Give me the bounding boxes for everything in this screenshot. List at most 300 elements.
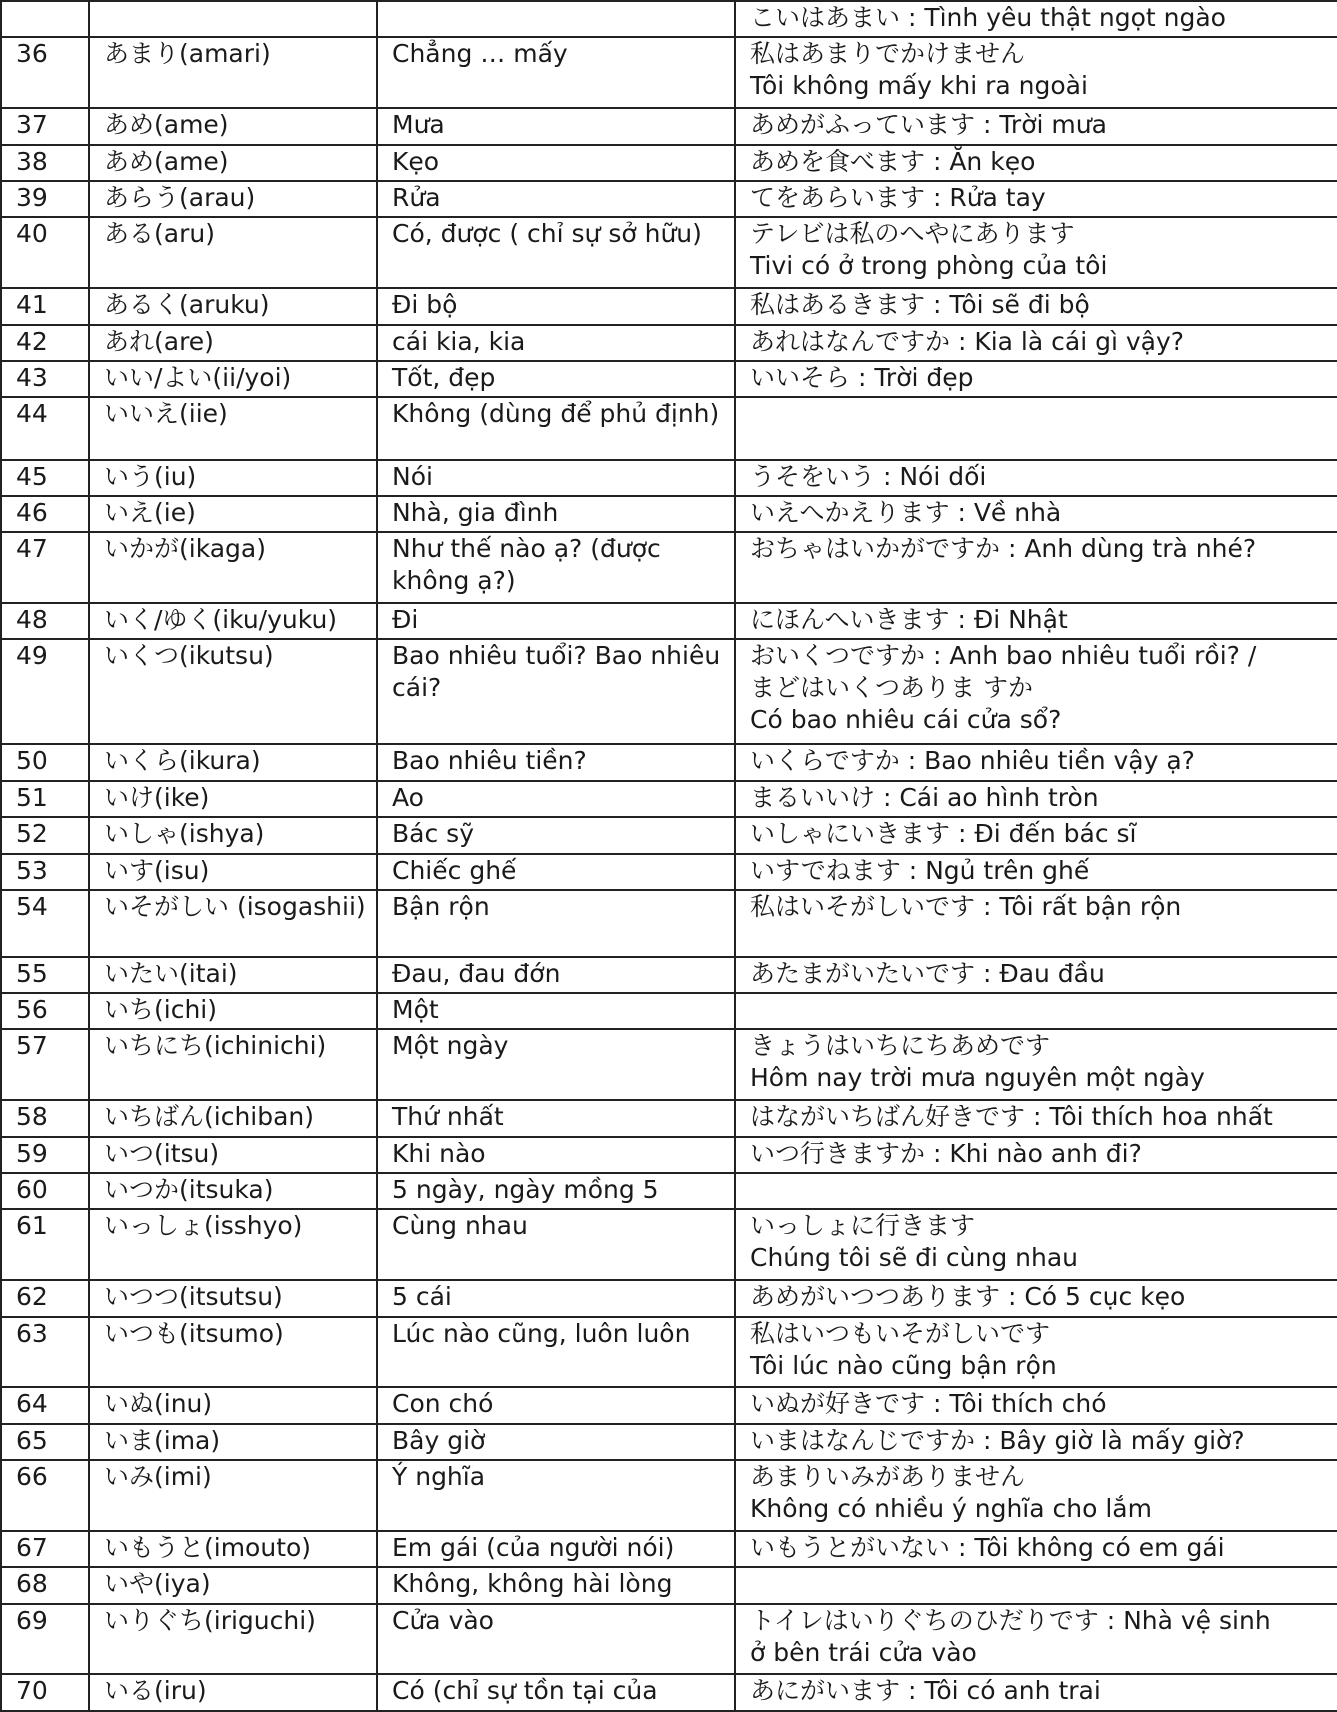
- vocab-word-cell: [89, 496, 377, 532]
- example-cell: [735, 1531, 1337, 1567]
- meaning-text: 5 ngày, ngày mồng 5: [392, 1174, 659, 1204]
- vocab-word: いちにち(ichinichi): [104, 1031, 327, 1061]
- meaning-text: Mưa: [392, 110, 445, 140]
- meaning-text: Bây giờ: [392, 1425, 486, 1455]
- meaning-cell: [377, 1209, 735, 1280]
- vocab-word: あめ(ame): [104, 110, 229, 140]
- vocab-word-cell: [89, 890, 377, 956]
- example-line: きょうはいちにちあめです: [750, 1031, 1051, 1061]
- row-number-cell: [1, 1100, 89, 1136]
- example-cell: [735, 217, 1337, 288]
- row-number-cell: [1, 1029, 89, 1100]
- vocabulary-table-body: [1, 1, 1337, 1711]
- meaning-cell: [377, 1280, 735, 1316]
- meaning-text: Bao nhiêu tuổi? Bao nhiêu cái?: [392, 641, 721, 703]
- example-cell: [735, 1280, 1337, 1316]
- table-row: [1, 532, 1337, 603]
- example-cell: [735, 1387, 1337, 1423]
- example-line: ở bên trái cửa vào: [750, 1637, 977, 1667]
- example-cell: [735, 1029, 1337, 1100]
- meaning-cell: [377, 532, 735, 603]
- example-line: Chúng tôi sẽ đi cùng nhau: [750, 1243, 1079, 1273]
- vocab-word-cell: [89, 1531, 377, 1567]
- table-row: [1, 1, 1337, 37]
- vocab-word-cell: [89, 1209, 377, 1280]
- meaning-text: Ý nghĩa: [392, 1462, 486, 1492]
- table-row: [1, 1424, 1337, 1460]
- table-row: [1, 460, 1337, 496]
- table-row: [1, 890, 1337, 956]
- meaning-cell: [377, 325, 735, 361]
- meaning-text: Có, được ( chỉ sự sở hữu): [392, 219, 702, 249]
- example-line: いいそら : Trời đẹp: [750, 362, 974, 392]
- table-row: [1, 397, 1337, 459]
- example-cell: [735, 1424, 1337, 1460]
- meaning-text: Bao nhiêu tiền?: [392, 746, 587, 776]
- example-line: うそをいう : Nói dối: [750, 461, 987, 491]
- meaning-cell: [377, 288, 735, 324]
- row-number-cell: [1, 1, 89, 37]
- meaning-cell: [377, 1137, 735, 1173]
- meaning-cell: [377, 890, 735, 956]
- row-number-cell: [1, 1387, 89, 1423]
- row-number: 66: [16, 1462, 48, 1492]
- vocab-word: いい/よい(ii/yoi): [104, 362, 292, 392]
- vocab-word-cell: [89, 1424, 377, 1460]
- meaning-text: Em gái (của người nói): [392, 1532, 675, 1562]
- example-cell: [735, 603, 1337, 639]
- meaning-cell: [377, 603, 735, 639]
- meaning-cell: [377, 1173, 735, 1209]
- meaning-text: Bác sỹ: [392, 819, 474, 849]
- vocab-word: いたい(itai): [104, 958, 238, 988]
- vocab-word-cell: [89, 1674, 377, 1711]
- meaning-cell: [377, 217, 735, 288]
- table-row: [1, 1100, 1337, 1136]
- table-row: [1, 1029, 1337, 1100]
- meaning-text: Bận rộn: [392, 892, 490, 922]
- example-line: 私はいつもいそがしいです: [750, 1318, 1051, 1348]
- row-number-cell: [1, 361, 89, 397]
- example-line: いぬが好きです : Tôi thích chó: [750, 1389, 1107, 1419]
- vocab-word: いえ(ie): [104, 497, 196, 527]
- row-number: 47: [16, 534, 48, 564]
- row-number: 56: [16, 995, 48, 1024]
- vocab-word-cell: [89, 1317, 377, 1388]
- meaning-cell: [377, 1, 735, 37]
- row-number: 42: [16, 326, 48, 356]
- vocab-word: いみ(imi): [104, 1462, 212, 1492]
- vocab-word-cell: [89, 744, 377, 780]
- example-cell: [735, 1137, 1337, 1173]
- row-number-cell: [1, 890, 89, 956]
- table-row: [1, 1460, 1337, 1531]
- example-line: おいくつですか : Anh bao nhiêu tuổi rồi? /: [750, 641, 1257, 671]
- meaning-text: Không (dùng để phủ định): [392, 399, 720, 429]
- example-line: あめがいつつあります : Có 5 cục kẹo: [750, 1282, 1186, 1312]
- row-number-cell: [1, 397, 89, 459]
- vocab-word: あらう(arau): [104, 182, 256, 212]
- example-line: あめがふっています : Trời mưa: [750, 110, 1107, 140]
- row-number-cell: [1, 1424, 89, 1460]
- example-cell: [735, 496, 1337, 532]
- meaning-cell: [377, 744, 735, 780]
- meaning-text: Rửa: [392, 182, 441, 212]
- meaning-cell: [377, 361, 735, 397]
- table-row: [1, 957, 1337, 993]
- example-line: 私はいそがしいです : Tôi rất bận rộn: [750, 892, 1182, 922]
- table-row: [1, 1317, 1337, 1388]
- meaning-cell: [377, 1100, 735, 1136]
- meaning-cell: [377, 1029, 735, 1100]
- row-number-cell: [1, 217, 89, 288]
- row-number: 53: [16, 855, 48, 885]
- example-line: あにがいます : Tôi có anh trai: [750, 1676, 1101, 1706]
- row-number-cell: [1, 817, 89, 853]
- row-number: 49: [16, 641, 48, 671]
- example-line: いもうとがいない : Tôi không có em gái: [750, 1532, 1225, 1562]
- example-line: あまりいみがありません: [750, 1462, 1026, 1492]
- row-number-cell: [1, 1460, 89, 1531]
- example-line: 私はあるきます : Tôi sẽ đi bộ: [750, 290, 1090, 320]
- row-number: 37: [16, 110, 48, 140]
- row-number: 61: [16, 1211, 48, 1241]
- vocab-word-cell: [89, 145, 377, 181]
- vocab-word-cell: [89, 957, 377, 993]
- row-number-cell: [1, 532, 89, 603]
- meaning-text: Có (chỉ sự tồn tại của: [392, 1676, 658, 1706]
- vocab-word: あめ(ame): [104, 146, 229, 176]
- meaning-cell: [377, 993, 735, 1029]
- meaning-cell: [377, 1460, 735, 1531]
- meaning-cell: [377, 639, 735, 744]
- vocab-word-cell: [89, 1460, 377, 1531]
- example-line: あめを食べます : Ăn kẹo: [750, 146, 1036, 176]
- example-line: テレビは私のへやにあります: [750, 219, 1075, 249]
- row-number: 62: [16, 1282, 48, 1312]
- meaning-cell: [377, 781, 735, 817]
- example-line: まどはいくつありま すか: [750, 673, 1033, 703]
- meaning-text: Như thế nào ạ? (được không ạ?): [392, 534, 661, 596]
- example-cell: [735, 288, 1337, 324]
- meaning-text: Thứ nhất: [392, 1102, 504, 1132]
- row-number: 41: [16, 290, 48, 320]
- row-number: 45: [16, 461, 48, 491]
- example-cell: [735, 1604, 1337, 1675]
- meaning-cell: [377, 1674, 735, 1711]
- vocab-word-cell: [89, 639, 377, 744]
- row-number-cell: [1, 603, 89, 639]
- vocab-word-cell: [89, 817, 377, 853]
- meaning-cell: [377, 496, 735, 532]
- table-row: [1, 1604, 1337, 1675]
- row-number-cell: [1, 1674, 89, 1711]
- row-number: 40: [16, 219, 48, 249]
- meaning-cell: [377, 957, 735, 993]
- vocab-word: ある(aru): [104, 219, 215, 249]
- row-number-cell: [1, 1531, 89, 1567]
- table-row: [1, 1567, 1337, 1603]
- example-cell: [735, 639, 1337, 744]
- example-line: 私はあまりでかけません: [750, 39, 1026, 69]
- meaning-text: Nhà, gia đình: [392, 497, 559, 527]
- table-row: [1, 1173, 1337, 1209]
- example-cell: [735, 397, 1337, 459]
- example-line: いまはなんじですか : Bây giờ là mấy giờ?: [750, 1425, 1245, 1455]
- vocab-word-cell: [89, 361, 377, 397]
- row-number: 48: [16, 605, 48, 635]
- meaning-text: Một ngày: [392, 1031, 509, 1061]
- example-line: にほんへいきます : Đi Nhật: [750, 605, 1068, 635]
- vocab-word: いくつ(ikutsu): [104, 641, 274, 671]
- table-row: [1, 781, 1337, 817]
- row-number: 43: [16, 362, 48, 392]
- row-number: 65: [16, 1425, 48, 1455]
- meaning-text: Lúc nào cũng, luôn luôn: [392, 1318, 691, 1348]
- row-number-cell: [1, 1317, 89, 1388]
- vocab-word-cell: [89, 1, 377, 37]
- meaning-text: Không, không hài lòng: [392, 1569, 673, 1599]
- row-number: 50: [16, 746, 48, 776]
- row-number-cell: [1, 288, 89, 324]
- meaning-cell: [377, 1531, 735, 1567]
- row-number-cell: [1, 993, 89, 1029]
- row-number: 39: [16, 182, 48, 212]
- example-line: あたまがいたいです : Đau đầu: [750, 958, 1105, 988]
- vocab-word-cell: [89, 217, 377, 288]
- table-row: [1, 37, 1337, 108]
- example-cell: [735, 361, 1337, 397]
- vocab-word: いく/ゆく(iku/yuku): [104, 605, 338, 635]
- row-number-cell: [1, 744, 89, 780]
- meaning-cell: [377, 1424, 735, 1460]
- row-number-cell: [1, 854, 89, 890]
- vocab-word: いちばん(ichiban): [104, 1102, 315, 1132]
- table-row: [1, 108, 1337, 144]
- row-number-cell: [1, 1173, 89, 1209]
- vocab-word-cell: [89, 1604, 377, 1675]
- row-number: 63: [16, 1318, 48, 1348]
- row-number: 64: [16, 1389, 48, 1419]
- meaning-cell: [377, 1387, 735, 1423]
- meaning-cell: [377, 397, 735, 459]
- vocab-word: いくら(ikura): [104, 746, 261, 776]
- table-row: [1, 1280, 1337, 1316]
- example-cell: [735, 1460, 1337, 1531]
- row-number: 57: [16, 1031, 48, 1061]
- table-row: [1, 217, 1337, 288]
- vocab-word: いっしょ(isshyo): [104, 1211, 303, 1241]
- example-cell: [735, 1567, 1337, 1603]
- row-number-cell: [1, 325, 89, 361]
- row-number: 55: [16, 958, 48, 988]
- row-number-cell: [1, 1209, 89, 1280]
- row-number-cell: [1, 460, 89, 496]
- meaning-text: Đau, đau đớn: [392, 958, 561, 988]
- meaning-text: Con chó: [392, 1389, 494, 1419]
- vocab-word: いそがしい (isogashii): [104, 892, 366, 922]
- example-cell: [735, 957, 1337, 993]
- vocab-word: いぬ(inu): [104, 1389, 213, 1419]
- row-number: 52: [16, 819, 48, 849]
- example-line: Không có nhiều ý nghĩa cho lắm: [750, 1494, 1152, 1524]
- meaning-text: Tốt, đẹp: [392, 362, 496, 392]
- vocab-word-cell: [89, 1387, 377, 1423]
- row-number-cell: [1, 181, 89, 217]
- example-cell: [735, 1317, 1337, 1388]
- table-row: [1, 993, 1337, 1029]
- row-number-cell: [1, 1567, 89, 1603]
- vocab-word: いいえ(iie): [104, 399, 228, 429]
- row-number-cell: [1, 108, 89, 144]
- meaning-text: Chiếc ghế: [392, 855, 517, 885]
- row-number: 46: [16, 497, 48, 527]
- vocab-word-cell: [89, 1137, 377, 1173]
- vocab-word-cell: [89, 1029, 377, 1100]
- vocab-word-cell: [89, 37, 377, 108]
- meaning-cell: [377, 1604, 735, 1675]
- example-line: いしゃにいきます : Đi đến bác sĩ: [750, 819, 1137, 849]
- example-line: いくらですか : Bao nhiêu tiền vậy ạ?: [750, 746, 1195, 776]
- example-cell: [735, 817, 1337, 853]
- table-row: [1, 325, 1337, 361]
- example-line: いすでねます : Ngủ trên ghế: [750, 855, 1090, 885]
- vocab-word: いつ(itsu): [104, 1138, 220, 1168]
- meaning-text: Cùng nhau: [392, 1211, 528, 1241]
- meaning-text: Khi nào: [392, 1138, 486, 1168]
- row-number: 68: [16, 1569, 48, 1599]
- row-number: 38: [16, 146, 48, 176]
- example-cell: [735, 781, 1337, 817]
- example-cell: [735, 1100, 1337, 1136]
- meaning-cell: [377, 854, 735, 890]
- example-cell: [735, 744, 1337, 780]
- meaning-cell: [377, 37, 735, 108]
- row-number: 69: [16, 1605, 48, 1635]
- row-number-cell: [1, 145, 89, 181]
- example-cell: [735, 993, 1337, 1029]
- example-cell: [735, 1, 1337, 37]
- row-number: 44: [16, 399, 48, 429]
- table-row: [1, 1137, 1337, 1173]
- table-row: [1, 1674, 1337, 1711]
- meaning-cell: [377, 817, 735, 853]
- meaning-cell: [377, 108, 735, 144]
- vocab-word-cell: [89, 993, 377, 1029]
- example-cell: [735, 181, 1337, 217]
- example-line: Tivi có ở trong phòng của tôi: [750, 251, 1108, 281]
- example-line: はながいちばん好きです : Tôi thích hoa nhất: [750, 1102, 1273, 1132]
- example-cell: [735, 108, 1337, 144]
- vocab-word-cell: [89, 288, 377, 324]
- example-line: いえへかえります : Về nhà: [750, 497, 1062, 527]
- table-row: [1, 1209, 1337, 1280]
- example-line: Hôm nay trời mưa nguyên một ngày: [750, 1063, 1205, 1093]
- example-line: こいはあまい : Tình yêu thật ngọt ngào: [750, 3, 1226, 32]
- table-row: [1, 288, 1337, 324]
- table-row: [1, 1531, 1337, 1567]
- vocab-word: あまり(amari): [104, 39, 271, 69]
- example-cell: [735, 460, 1337, 496]
- meaning-cell: [377, 145, 735, 181]
- vocab-word-cell: [89, 181, 377, 217]
- table-row: [1, 817, 1337, 853]
- example-cell: [735, 1173, 1337, 1209]
- vocab-word: いつか(itsuka): [104, 1174, 274, 1204]
- vocab-word-cell: [89, 532, 377, 603]
- vocab-word-cell: [89, 1567, 377, 1603]
- vocab-word: いち(ichi): [104, 995, 217, 1024]
- table-row: [1, 361, 1337, 397]
- vocab-word: いりぐち(iriguchi): [104, 1605, 316, 1635]
- vocab-word-cell: [89, 603, 377, 639]
- vocab-word-cell: [89, 1100, 377, 1136]
- row-number: 70: [16, 1676, 48, 1706]
- example-line: Có bao nhiêu cái cửa sổ?: [750, 705, 1062, 735]
- row-number-cell: [1, 37, 89, 108]
- vocab-word: あるく(aruku): [104, 290, 270, 320]
- row-number-cell: [1, 1604, 89, 1675]
- row-number-cell: [1, 639, 89, 744]
- vocab-word: いつも(itsumo): [104, 1318, 284, 1348]
- vocab-word-cell: [89, 854, 377, 890]
- vocab-word: いしゃ(ishya): [104, 819, 265, 849]
- row-number-cell: [1, 957, 89, 993]
- vocab-word: あれ(are): [104, 326, 214, 356]
- meaning-text: Một: [392, 995, 439, 1024]
- vocab-word: いかが(ikaga): [104, 534, 266, 564]
- example-line: てをあらいます : Rửa tay: [750, 182, 1046, 212]
- example-cell: [735, 890, 1337, 956]
- row-number: 51: [16, 782, 48, 812]
- table-row: [1, 181, 1337, 217]
- table-row: [1, 1387, 1337, 1423]
- table-row: [1, 496, 1337, 532]
- example-line: Tôi lúc nào cũng bận rộn: [750, 1350, 1057, 1380]
- example-line: おちゃはいかがですか : Anh dùng trà nhé?: [750, 534, 1257, 564]
- meaning-text: Chẳng … mấy: [392, 39, 568, 69]
- meaning-cell: [377, 1567, 735, 1603]
- example-cell: [735, 1209, 1337, 1280]
- example-line: いつ行きますか : Khi nào anh đi?: [750, 1138, 1142, 1168]
- vocab-word-cell: [89, 460, 377, 496]
- row-number-cell: [1, 1280, 89, 1316]
- example-cell: [735, 854, 1337, 890]
- row-number: 54: [16, 892, 48, 922]
- example-cell: [735, 325, 1337, 361]
- vocab-word: いけ(ike): [104, 782, 210, 812]
- meaning-text: Ao: [392, 782, 424, 812]
- table-row: [1, 145, 1337, 181]
- meaning-text: 5 cái: [392, 1282, 452, 1312]
- vocab-word: いる(iru): [104, 1676, 207, 1706]
- row-number: 58: [16, 1102, 48, 1132]
- row-number-cell: [1, 1137, 89, 1173]
- example-line: あれはなんですか : Kia là cái gì vậy?: [750, 326, 1185, 356]
- table-row: [1, 744, 1337, 780]
- vocab-word: いもうと(imouto): [104, 1532, 312, 1562]
- table-row: [1, 854, 1337, 890]
- example-line: Tôi không mấy khi ra ngoài: [750, 71, 1088, 101]
- table-row: [1, 639, 1337, 744]
- example-line: いっしょに行きます: [750, 1211, 976, 1241]
- vocab-word-cell: [89, 1280, 377, 1316]
- vocab-word: いつつ(itsutsu): [104, 1282, 283, 1312]
- vocab-word: いや(iya): [104, 1569, 211, 1599]
- example-line: まるいいけ : Cái ao hình tròn: [750, 782, 1099, 812]
- meaning-text: cái kia, kia: [392, 326, 526, 356]
- example-cell: [735, 37, 1337, 108]
